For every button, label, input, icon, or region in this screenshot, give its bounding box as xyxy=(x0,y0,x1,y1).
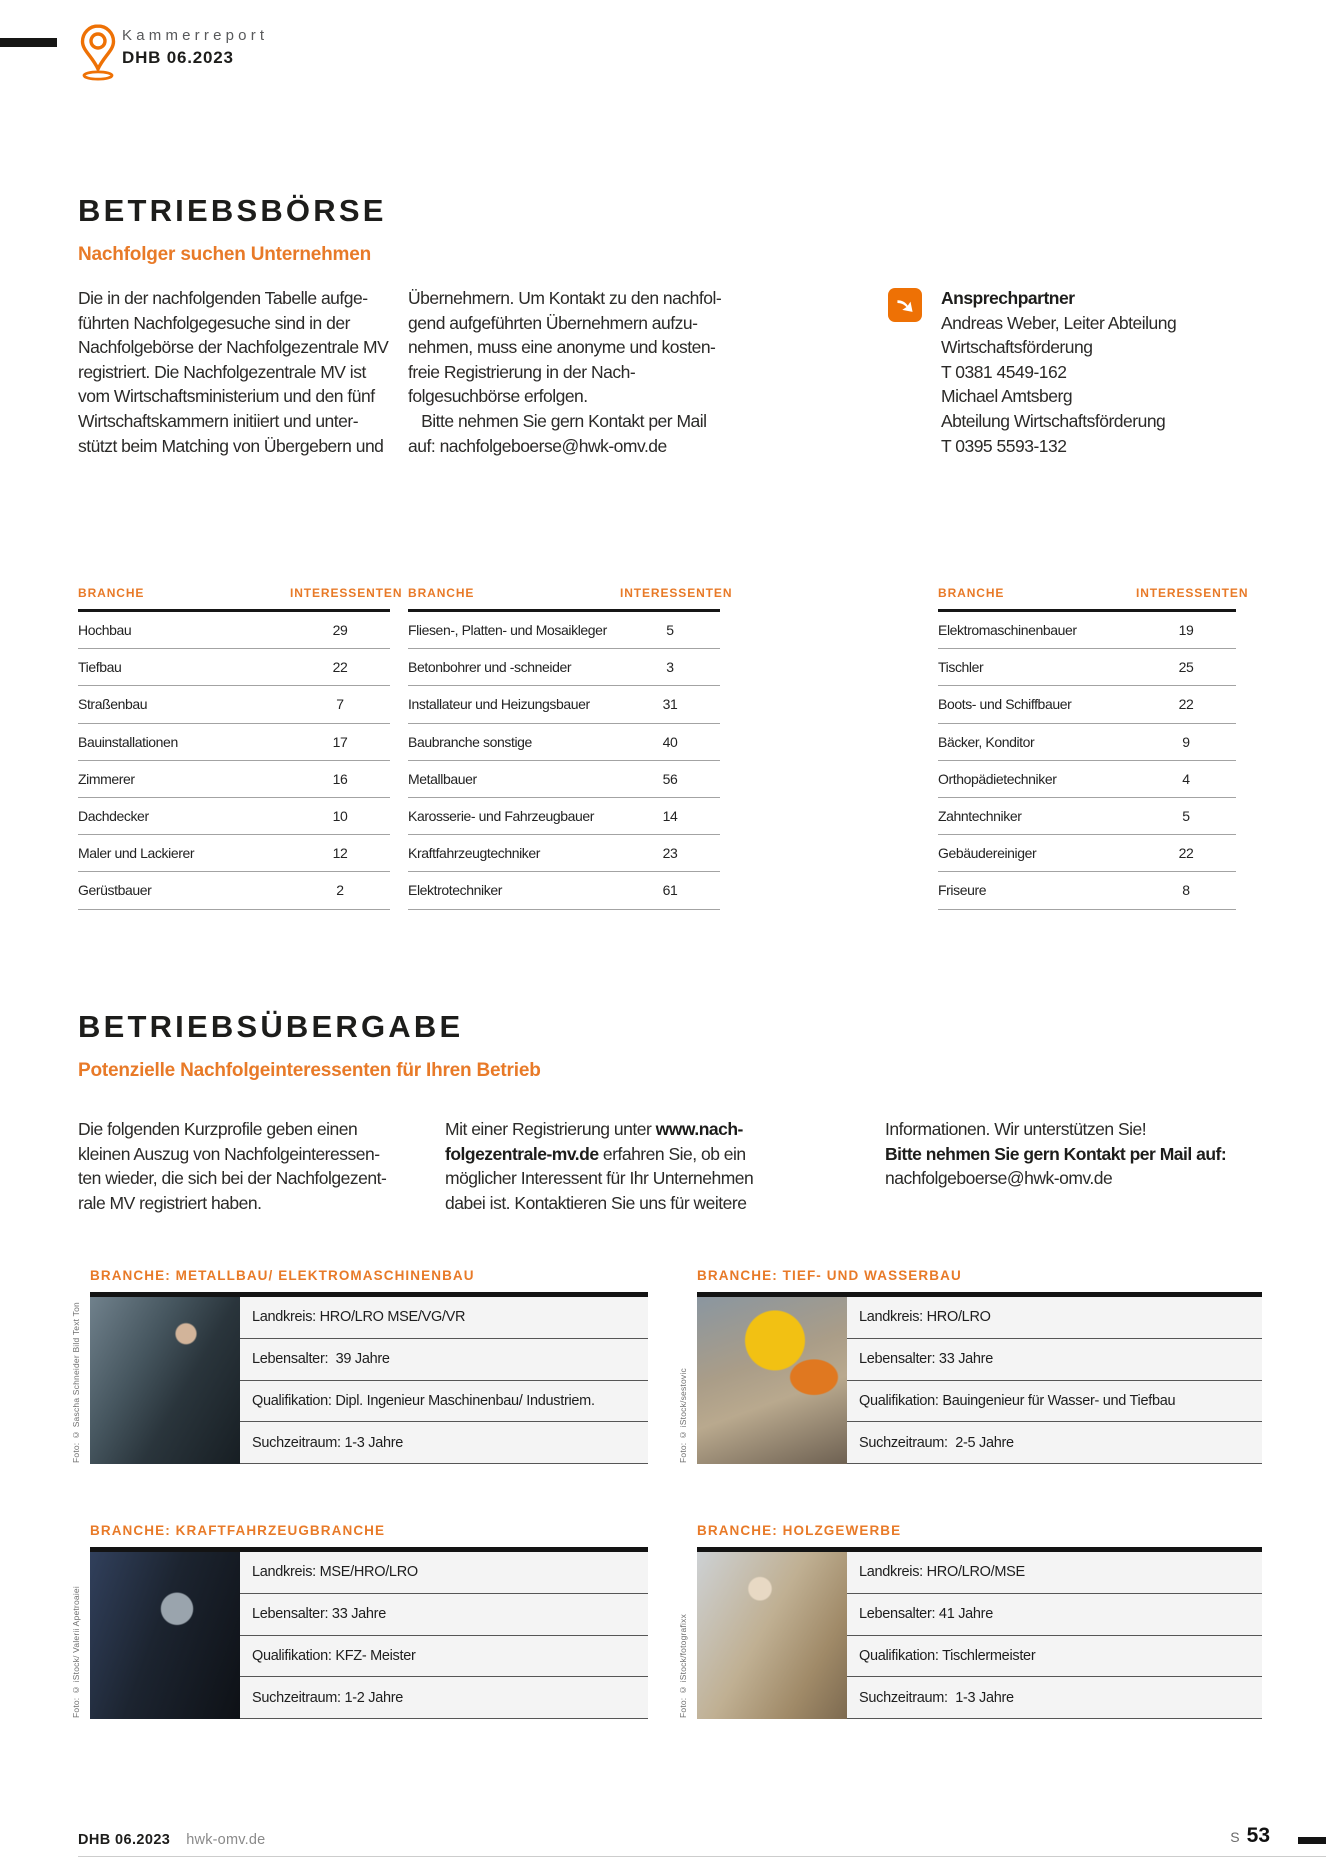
table-header xyxy=(78,586,403,612)
card-row: Lebensalter: 33 Jahre xyxy=(847,1339,1262,1381)
interest-count-cell: 9 xyxy=(1182,733,1190,750)
text-segment: stützt beim Matching von Übergebern und xyxy=(78,435,384,456)
table-row xyxy=(78,686,390,723)
footer-dash xyxy=(1298,1837,1326,1844)
text-segment: Nachfolgebörse der Nachfolgezentrale MV xyxy=(78,337,389,358)
text-line xyxy=(78,384,408,409)
card2-title: BRANCHE: TIEF- UND WASSERBAU xyxy=(697,1268,962,1283)
branch-cell: Gerüstbauer xyxy=(78,882,152,899)
branch-cell: Kraftfahrzeugtechniker xyxy=(408,845,541,862)
branch-cell: Tischler xyxy=(938,659,984,676)
branch-cell: Baubranche sonstige xyxy=(408,733,532,750)
interest-count-cell: 5 xyxy=(1182,808,1190,825)
text-segment: Bitte nehmen Sie gern Kontakt per Mail auf: xyxy=(885,1143,1227,1164)
text-segment: Abteilung Wirtschaftsförderung xyxy=(941,410,1166,431)
text-segment: kleinen Auszug von Nachfolgeinteressen- xyxy=(78,1143,380,1164)
section1-col2 xyxy=(408,286,743,458)
text-segment: freie Registrierung in der Nach- xyxy=(408,361,636,382)
table-header-interest: INTERESSENTEN xyxy=(290,586,403,600)
card-row: Qualifikation: Bauingenieur für Wasser- und Tiefbau xyxy=(847,1381,1262,1423)
text-segment: Die in der nachfolgenden Tabelle aufge- xyxy=(78,288,368,308)
table-header xyxy=(408,586,733,612)
table-row xyxy=(78,798,390,835)
text-line xyxy=(941,311,1256,336)
card-row: Suchzeitraum: 2-5 Jahre xyxy=(847,1422,1262,1464)
table-group-1 xyxy=(78,586,403,910)
interest-count-cell: 12 xyxy=(332,845,348,862)
card-row: Landkreis: HRO/LRO xyxy=(847,1297,1262,1339)
email-link[interactable]: nachfolgeboerse@hwk-omv.de xyxy=(885,1168,1113,1189)
interest-count-cell: 40 xyxy=(662,733,678,750)
text-segment: erfahren Sie, ob ein xyxy=(598,1143,746,1164)
profile-photo xyxy=(90,1552,240,1719)
text-segment: Bitte nehmen Sie gern Kontakt per Mail xyxy=(408,410,707,431)
card-rows xyxy=(847,1297,1262,1464)
branch-cell: Fliesen-, Platten- und Mosaikleger xyxy=(408,622,607,639)
profile-card xyxy=(697,1292,1262,1464)
text-line xyxy=(941,384,1256,409)
contact-block xyxy=(941,286,1256,458)
issue-label: DHB 06.2023 xyxy=(122,48,234,67)
interest-count-cell: 22 xyxy=(1178,696,1194,713)
table-header-branch: BRANCHE xyxy=(78,586,145,600)
text-line xyxy=(78,1191,443,1216)
text-line xyxy=(78,1117,443,1142)
branch-cell: Maler und Lackierer xyxy=(78,845,195,862)
text-line xyxy=(408,409,743,434)
text-line xyxy=(941,360,1256,385)
card-row: Qualifikation: Tischlermeister xyxy=(847,1636,1262,1678)
table-group-3 xyxy=(938,586,1249,910)
card-row: Suchzeitraum: 1-3 Jahre xyxy=(847,1677,1262,1719)
text-line xyxy=(885,1142,1270,1167)
branch-cell: Elektromaschinenbauer xyxy=(938,622,1077,639)
text-line xyxy=(885,1166,1270,1191)
text-line xyxy=(885,1117,1270,1142)
card-row: Lebensalter: 39 Jahre xyxy=(240,1339,648,1381)
text-segment: Andreas Weber, Leiter Abteilung xyxy=(941,312,1177,333)
table-row xyxy=(408,835,720,872)
table-row xyxy=(938,798,1236,835)
text-segment: Wirtschaftsförderung xyxy=(941,337,1093,358)
text-segment: Übernehmern. Um Kontakt zu den nachfol- xyxy=(408,288,722,308)
branch-cell: Straßenbau xyxy=(78,696,148,713)
text-line xyxy=(445,1142,810,1167)
section2-col2 xyxy=(445,1117,810,1215)
table-row xyxy=(78,835,390,872)
corner-bar xyxy=(0,38,57,47)
text-segment: Wirtschaftskammern initiiert und unter- xyxy=(78,410,359,431)
text-line xyxy=(941,434,1256,459)
interest-count-cell: 2 xyxy=(336,882,344,899)
email-link[interactable]: nachfolgeboerse@hwk-omv.de xyxy=(439,435,667,456)
text-line xyxy=(941,335,1256,360)
table-row xyxy=(408,686,720,723)
branch-cell: Gebäudereiniger xyxy=(938,845,1037,862)
contact-heading: Ansprechpartner xyxy=(941,288,1075,308)
interest-count-cell: 5 xyxy=(666,622,674,639)
branch-cell: Betonbohrer und -schneider xyxy=(408,659,572,676)
table-row xyxy=(938,612,1236,649)
card4-photo-credit: Foto: © iStock/fotografixx xyxy=(678,1613,688,1718)
branch-cell: Karosserie- und Fahrzeugbauer xyxy=(408,808,595,825)
interest-count-cell: 16 xyxy=(332,770,348,787)
table-row xyxy=(938,761,1236,798)
text-segment: Die folgenden Kurzprofile geben einen xyxy=(78,1119,358,1139)
location-pin-icon xyxy=(76,23,120,81)
section2-col3 xyxy=(885,1117,1270,1191)
url-link[interactable]: folgezentrale-mv.de xyxy=(445,1143,599,1164)
table-header-branch: BRANCHE xyxy=(938,586,1005,600)
interest-count-cell: 14 xyxy=(662,808,678,825)
brand-name: Kammerreport xyxy=(122,27,269,44)
section1-title: BETRIEBSBÖRSE xyxy=(78,193,387,228)
text-line xyxy=(941,409,1256,434)
branch-cell: Installateur und Heizungsbauer xyxy=(408,696,590,713)
interest-count-cell: 17 xyxy=(332,733,348,750)
interest-count-cell: 8 xyxy=(1182,882,1190,899)
text-segment: Mit einer Registrierung unter xyxy=(445,1119,656,1139)
interest-count-cell: 25 xyxy=(1178,659,1194,676)
table-row xyxy=(408,724,720,761)
table-header-interest: INTERESSENTEN xyxy=(1136,586,1249,600)
text-segment: rale MV registriert haben. xyxy=(78,1192,262,1213)
interest-count-cell: 31 xyxy=(662,696,678,713)
interest-count-cell: 10 xyxy=(332,808,348,825)
card1-photo-credit: Foto: © Sascha Schneider Bild Text Ton xyxy=(71,1302,81,1463)
text-segment: Informationen. Wir unterstützen Sie! xyxy=(885,1119,1147,1139)
card3-title: BRANCHE: KRAFTFAHRZEUGBRANCHE xyxy=(90,1523,386,1538)
page-prefix: S xyxy=(1230,1829,1240,1845)
card-row: Suchzeitraum: 1-3 Jahre xyxy=(240,1422,648,1464)
text-line xyxy=(78,360,408,385)
table-header-interest: INTERESSENTEN xyxy=(620,586,733,600)
card-rows xyxy=(240,1297,648,1464)
pointer-arrow-icon xyxy=(888,288,922,322)
text-segment: registriert. Die Nachfolgezentrale MV ist xyxy=(78,361,366,382)
text-segment: folgesuchbörse erfolgen. xyxy=(408,386,588,407)
branch-cell: Tiefbau xyxy=(78,659,122,676)
footer-left xyxy=(78,1831,265,1849)
text-line xyxy=(78,335,408,360)
table-row xyxy=(408,872,720,909)
text-line xyxy=(78,1142,443,1167)
text-segment: führten Nachfolgegesuche sind in der xyxy=(78,312,350,333)
text-segment: T 0395 5593-132 xyxy=(941,435,1067,456)
card4-title: BRANCHE: HOLZGEWERBE xyxy=(697,1523,902,1538)
table-row xyxy=(938,649,1236,686)
branch-cell: Orthopädietechniker xyxy=(938,770,1057,787)
footer-site-link[interactable]: hwk-omv.de xyxy=(186,1832,266,1848)
text-line xyxy=(408,335,743,360)
text-line xyxy=(78,1166,443,1191)
interest-count-cell: 29 xyxy=(332,622,348,639)
branch-cell: Zahntechniker xyxy=(938,808,1022,825)
table-rows xyxy=(408,612,720,910)
text-line xyxy=(78,286,408,311)
branch-cell: Zimmerer xyxy=(78,770,135,787)
table-row xyxy=(408,798,720,835)
card-row: Landkreis: HRO/LRO/MSE xyxy=(847,1552,1262,1594)
text-segment: T 0381 4549-162 xyxy=(941,361,1067,382)
interest-count-cell: 7 xyxy=(336,696,344,713)
text-line xyxy=(445,1166,810,1191)
text-segment: ten wieder, die sich bei der Nachfolgezent- xyxy=(78,1168,387,1189)
table-row xyxy=(78,724,390,761)
branch-cell: Bauinstallationen xyxy=(78,733,178,750)
masthead xyxy=(122,27,268,68)
text-line xyxy=(408,286,743,311)
text-segment: auf: xyxy=(408,435,440,456)
section2-title: BETRIEBSÜBERGABE xyxy=(78,1009,464,1044)
text-line xyxy=(445,1191,810,1216)
branch-cell: Dachdecker xyxy=(78,808,149,825)
interest-count-cell: 56 xyxy=(662,770,678,787)
table-header-branch: BRANCHE xyxy=(408,586,475,600)
branch-cell: Elektrotechniker xyxy=(408,882,502,899)
branch-cell: Bäcker, Konditor xyxy=(938,733,1035,750)
table-rows xyxy=(78,612,390,910)
branch-cell: Metallbauer xyxy=(408,770,477,787)
profile-card xyxy=(90,1547,648,1719)
contact-lines xyxy=(941,311,1256,459)
card3-photo-credit: Foto: © iStock/ Valerii Apetroaiei xyxy=(71,1586,81,1718)
text-line xyxy=(408,434,743,459)
text-segment: dabei ist. Kontaktieren Sie uns für weitere xyxy=(445,1192,747,1213)
text-line xyxy=(78,311,408,336)
footer-issue: DHB 06.2023 xyxy=(78,1832,171,1848)
text-segment: vom Wirtschaftsministerium und den fünf xyxy=(78,386,375,407)
interest-count-cell: 23 xyxy=(662,845,678,862)
card1-title: BRANCHE: METALLBAU/ ELEKTROMASCHINENBAU xyxy=(90,1268,475,1283)
text-segment: gend aufgeführten Übernehmern aufzu- xyxy=(408,312,698,333)
interest-count-cell: 61 xyxy=(662,882,678,899)
text-line xyxy=(78,434,408,459)
card2-photo-credit: Foto: © iStock/sestovic xyxy=(678,1368,688,1463)
table-row xyxy=(78,761,390,798)
section1-col1 xyxy=(78,286,408,458)
card-row: Lebensalter: 41 Jahre xyxy=(847,1594,1262,1636)
table-row xyxy=(938,835,1236,872)
branch-cell: Boots- und Schiffbauer xyxy=(938,696,1072,713)
table-row xyxy=(938,686,1236,723)
card-row: Landkreis: MSE/HRO/LRO xyxy=(240,1552,648,1594)
text-line xyxy=(408,360,743,385)
footer-page-number xyxy=(1100,1824,1270,1848)
table-row xyxy=(408,761,720,798)
text-line xyxy=(78,409,408,434)
table-rows xyxy=(938,612,1236,910)
section2-col1 xyxy=(78,1117,443,1215)
table-header xyxy=(938,586,1249,612)
footer-rule xyxy=(78,1856,1326,1857)
branch-cell: Friseure xyxy=(938,882,987,899)
page-number: 53 xyxy=(1246,1824,1270,1847)
profile-card xyxy=(697,1547,1262,1719)
section2-subtitle: Potenzielle Nachfolgeinteressenten für Ihren Betrieb xyxy=(78,1060,541,1081)
table-row xyxy=(408,612,720,649)
text-line xyxy=(408,311,743,336)
profile-photo xyxy=(697,1297,847,1464)
interest-count-cell: 3 xyxy=(666,659,674,676)
text-segment: Michael Amtsberg xyxy=(941,386,1073,407)
section1-subtitle: Nachfolger suchen Unternehmen xyxy=(78,244,371,265)
url-link[interactable]: www.nach- xyxy=(655,1119,743,1139)
interest-count-cell: 22 xyxy=(1178,845,1194,862)
card-row: Qualifikation: KFZ- Meister xyxy=(240,1636,648,1678)
table-group-2 xyxy=(408,586,733,910)
interest-count-cell: 19 xyxy=(1178,622,1194,639)
card-rows xyxy=(240,1552,648,1719)
text-line xyxy=(408,384,743,409)
branch-cell: Hochbau xyxy=(78,622,132,639)
interest-count-cell: 22 xyxy=(332,659,348,676)
card-row: Qualifikation: Dipl. Ingenieur Maschinenbau/ Industriem. xyxy=(240,1381,648,1423)
card-row: Suchzeitraum: 1-2 Jahre xyxy=(240,1677,648,1719)
arrow-glyph xyxy=(894,294,916,316)
text-line xyxy=(445,1117,810,1142)
text-segment: nehmen, muss eine anonyme und kosten- xyxy=(408,337,716,358)
table-row xyxy=(78,612,390,649)
card-rows xyxy=(847,1552,1262,1719)
card-row: Landkreis: HRO/LRO MSE/VG/VR xyxy=(240,1297,648,1339)
table-row xyxy=(78,872,390,909)
table-row xyxy=(78,649,390,686)
profile-photo xyxy=(90,1297,240,1464)
profile-card xyxy=(90,1292,648,1464)
card-row: Lebensalter: 33 Jahre xyxy=(240,1594,648,1636)
table-row xyxy=(938,724,1236,761)
text-segment: möglicher Interessent für Ihr Unternehmen xyxy=(445,1168,754,1189)
profile-photo xyxy=(697,1552,847,1719)
table-row xyxy=(408,649,720,686)
interest-count-cell: 4 xyxy=(1182,770,1190,787)
table-row xyxy=(938,872,1236,909)
